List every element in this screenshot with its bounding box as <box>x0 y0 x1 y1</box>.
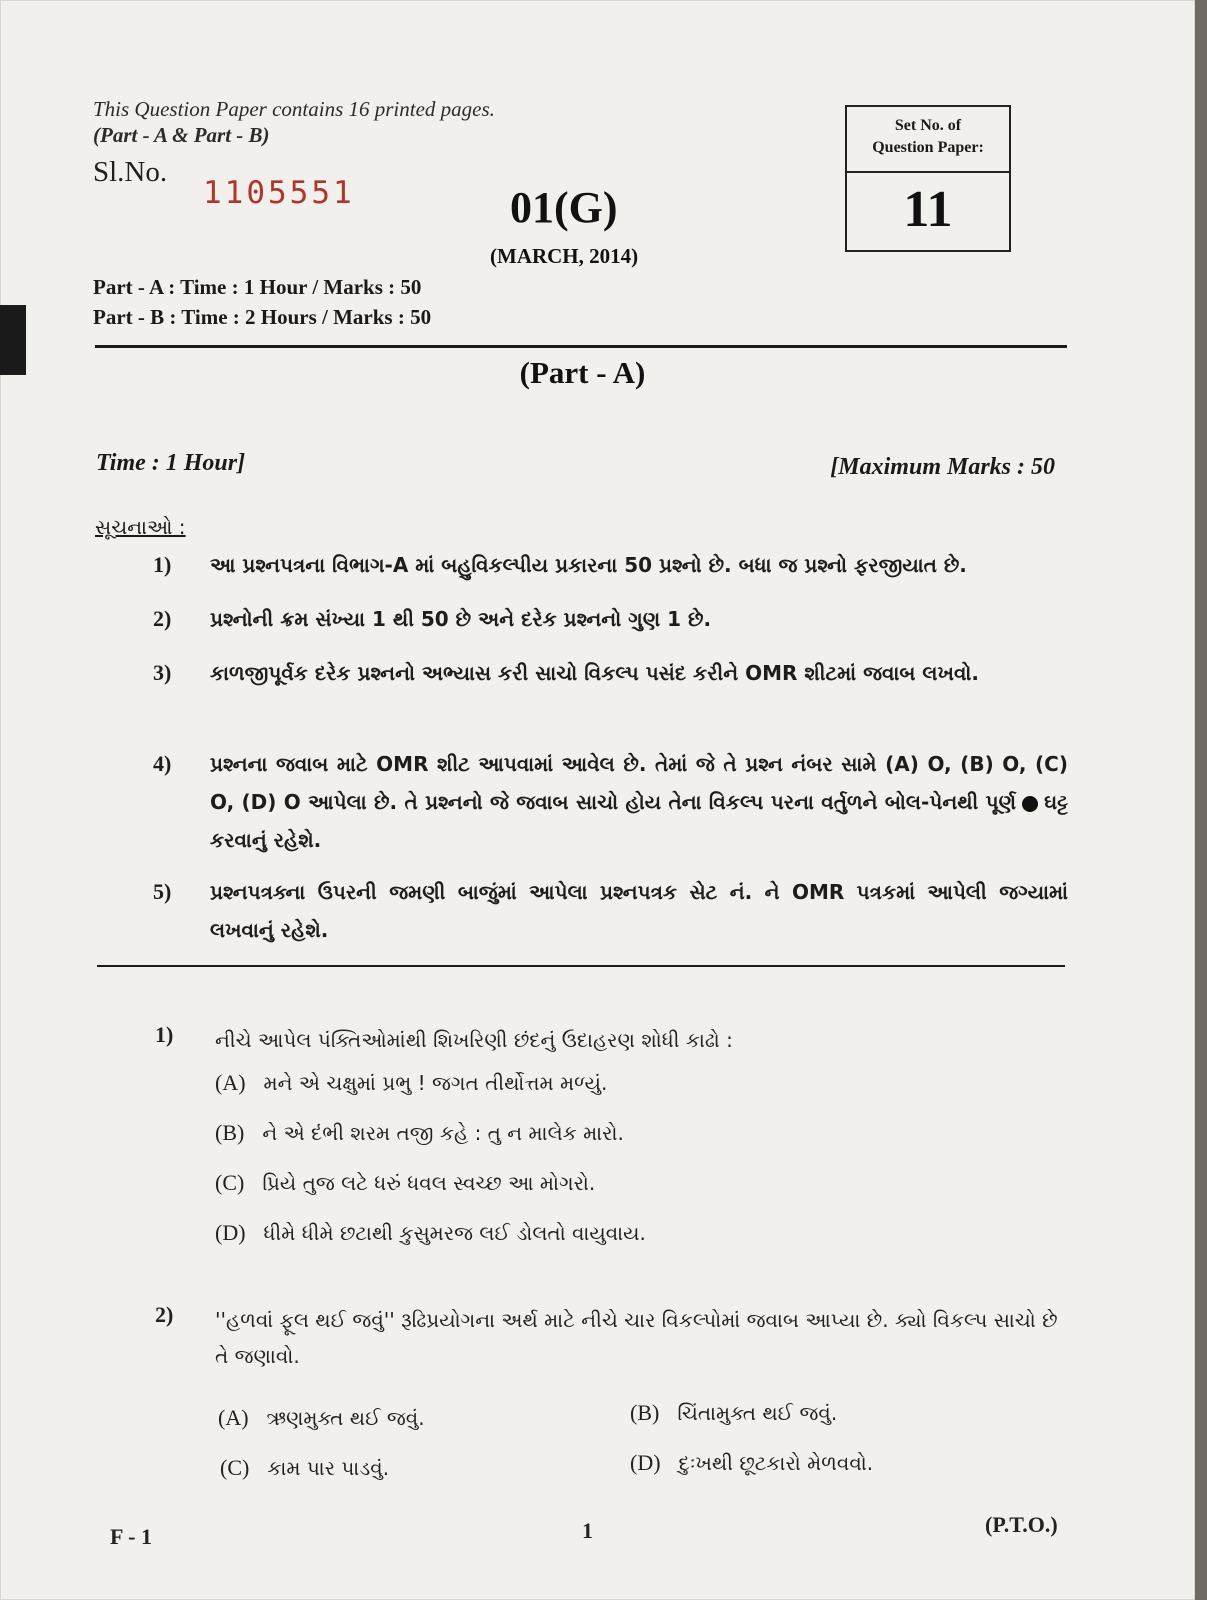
exam-date: (MARCH, 2014) <box>490 244 639 268</box>
option-c <box>215 1170 595 1196</box>
set-number-label <box>847 107 1009 173</box>
option-c <box>220 1455 389 1481</box>
parts-line: (Part - A & Part - B) <box>93 123 270 147</box>
option-text: દુઃખથી છૂટકારો મેળવવો. <box>678 1451 874 1475</box>
instruction-number: 5) <box>153 879 172 904</box>
set-label-line1: Set No. of <box>894 117 962 134</box>
option-d <box>630 1450 873 1476</box>
instruction-text: પ્રશ્નોની ક્રમ સંખ્યા 1 થી 50 છે અને દરેક પ્રશ્નનો ગુણ 1 છે. <box>210 607 712 631</box>
option-text: ધીમે ધીમે છટાથી કુસુમરજ લઈ ડોલતો વાયુવાય. <box>263 1221 646 1245</box>
option-text: ચિંતામુક્ત થઈ જવું. <box>677 1401 838 1425</box>
option-text: કામ પાર પાડવું. <box>267 1456 390 1480</box>
question-number: 1) <box>155 1022 174 1047</box>
question-1 <box>155 1022 1075 1058</box>
option-b <box>630 1400 837 1426</box>
instruction-number: 1) <box>153 552 172 577</box>
page-count-note <box>93 96 495 148</box>
timing-part-a: Part - A : Time : 1 Hour / Marks : 50 <box>93 275 422 299</box>
option-text: મને એ ચક્ષુમાં પ્રભુ ! જગત તીર્થોત્તમ મળ્યું. <box>263 1071 608 1095</box>
header-divider <box>95 345 1067 348</box>
instruction-text-part-a: પ્રશ્નના જવાબ માટે OMR શીટ આપવામાં આવેલ છે. તેમાં જે તે પ્રશ્ન નંબર સામે (A) O, (B) O, (C) O, (D) O આપેલા છે. તે પ્રશ્નનો જે જવાબ સાચો હોય તેના વિકલ્પ પરના વર્તુળને બોલ-પેનથી પૂર્ણ <box>210 752 1068 814</box>
instruction-text: કાળજીપૂર્વક દરેક પ્રશ્નનો અભ્યાસ કરી સાચો વિકલ્પ પસંદ કરીને OMR શીટમાં જવાબ લખવો. <box>210 661 980 685</box>
option-label: (C) <box>215 1170 245 1195</box>
question-text: નીચે આપેલ પંક્તિઓમાંથી શિખરિણી છંદનું ઉદાહરણ શોધી કાઢો : <box>215 1028 733 1052</box>
option-label: (C) <box>220 1455 250 1480</box>
option-label: (A) <box>215 1070 246 1095</box>
instruction-item <box>153 600 1068 638</box>
time-label: Time : 1 Hour] <box>96 450 246 476</box>
instruction-item <box>153 546 1068 584</box>
option-text: ઋણમુક્ત થઈ જવું. <box>266 1406 425 1430</box>
option-label: (D) <box>630 1450 661 1475</box>
part-title: (Part - A) <box>519 355 646 390</box>
timing-part-b: Part - B : Time : 2 Hours / Marks : 50 <box>93 305 432 329</box>
instructions-divider <box>97 965 1065 967</box>
serial-number-label: Sl.No. <box>93 156 168 188</box>
instruction-number: 2) <box>153 606 172 631</box>
option-d <box>215 1220 646 1246</box>
instruction-number: 4) <box>153 751 172 776</box>
option-a <box>215 1070 607 1096</box>
instruction-text-part-b: ઘટ્ટ કરવાનું રહેશે. <box>210 790 1068 852</box>
instruction-item <box>153 654 1068 692</box>
max-marks-label: [Maximum Marks : 50 <box>830 454 1055 480</box>
serial-number-value: 1105551 <box>203 175 355 211</box>
instruction-text: પ્રશ્નપત્રક્ના ઉપરની જમણી બાજુંમાં આપેલા પ્રશ્નપત્રક સેટ નં. ને OMR પત્રકમાં આપેલી જગ્યામાં લખવાનું રહેશે. <box>210 880 1068 942</box>
option-text: પ્રિયે તુજ લટે ધરું ધવલ સ્વચ્છ આ મોગરો. <box>262 1171 596 1195</box>
question-text: ''હળવાં ફૂલ થઈ જવું'' રૂઢિપ્રયોગના અર્થ માટે નીચે ચાર વિકલ્પોમાં જવાબ આપ્યા છે. ક્યો વિકલ્પ સાચો છે તે જણાવો. <box>215 1308 1058 1368</box>
set-number-box <box>845 105 1011 252</box>
instructions-heading: સૂચનાઓ : <box>95 515 186 539</box>
option-b <box>215 1120 624 1146</box>
filled-circle-icon <box>1022 796 1038 812</box>
question-2 <box>155 1302 1075 1374</box>
instruction-text <box>210 745 1068 859</box>
instruction-text: આ પ્રશ્નપત્રના વિભાગ-A માં બહુવિકલ્પીય પ્રકારના 50 પ્રશ્નો છે. બધા જ પ્રશ્નો ફરજીયાત છે. <box>210 553 967 577</box>
option-a <box>218 1405 425 1431</box>
instruction-item <box>153 745 1068 859</box>
paper-code: 01(G) <box>510 183 618 232</box>
timing-info <box>93 272 431 332</box>
option-label: (B) <box>630 1400 660 1425</box>
option-text: ને એ દંભી શરમ તજી કહે : તુ ન માલેક મારો. <box>262 1121 624 1145</box>
option-label: (D) <box>215 1220 246 1245</box>
page-count-line: This Question Paper contains 16 printed pages. <box>93 97 495 121</box>
instruction-item <box>153 873 1068 949</box>
question-number: 2) <box>155 1302 174 1327</box>
page-number: 1 <box>582 1518 593 1543</box>
footer-code: F - 1 <box>110 1524 152 1549</box>
set-number-value: 11 <box>903 181 953 238</box>
option-label: (B) <box>215 1120 245 1145</box>
set-label-line2: Question Paper: <box>872 139 984 156</box>
option-label: (A) <box>218 1405 249 1430</box>
pto-label: (P.T.O.) <box>985 1512 1058 1537</box>
instruction-number: 3) <box>153 660 172 685</box>
